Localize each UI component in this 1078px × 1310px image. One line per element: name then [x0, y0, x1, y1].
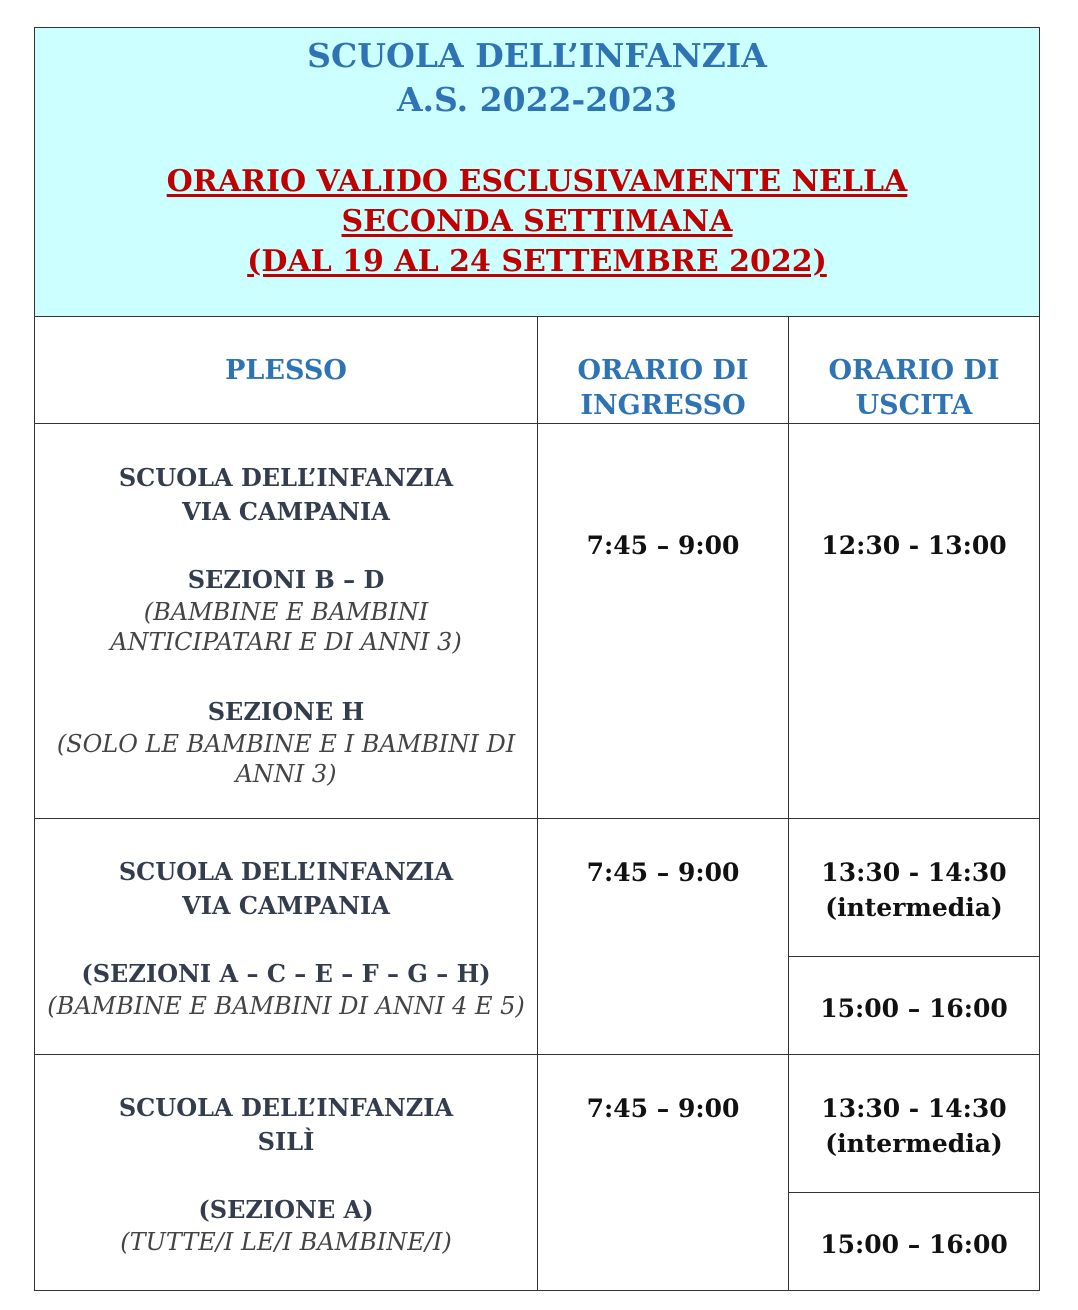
ingresso-label-1: ORARIO DI	[577, 355, 749, 386]
school-location: VIA CAMPANIA	[182, 891, 390, 920]
school-year: A.S. 2022-2023	[396, 80, 678, 119]
plesso-cell	[35, 424, 538, 819]
section-note: ANTICIPATARI E DI ANNI 3)	[110, 628, 462, 656]
uscita-time: 12:30 - 13:00	[821, 531, 1007, 560]
plesso-label: PLESSO	[225, 355, 347, 386]
uscita-time: 15:00 – 16:00	[820, 1230, 1008, 1259]
section-title: SEZIONI B – D	[187, 565, 385, 594]
section-note: ANNI 3)	[235, 760, 337, 788]
uscita-time: 13:30 - 14:30	[821, 1094, 1007, 1123]
ingresso-time: 7:45 – 9:00	[586, 858, 740, 887]
school-name: SCUOLA DELL’INFANZIA	[118, 463, 454, 492]
notice-line-2: SECONDA SETTIMANA	[341, 204, 733, 239]
section-note: (TUTTE/I LE/I BAMBINE/I)	[120, 1228, 452, 1256]
column-header-plesso	[35, 317, 538, 424]
school-name: SCUOLA DELL’INFANZIA	[118, 857, 454, 886]
table-row	[35, 819, 1040, 957]
uscita-cell	[789, 819, 1040, 957]
table-row	[35, 424, 1040, 819]
ingresso-time: 7:45 – 9:00	[586, 531, 740, 560]
column-header-row	[35, 317, 1040, 424]
section-title: SEZIONE H	[207, 697, 365, 726]
column-header-uscita	[789, 317, 1040, 424]
uscita-note: (intermedia)	[825, 893, 1003, 922]
section-note: (BAMBINE E BAMBINI	[143, 598, 429, 626]
plesso-cell	[35, 819, 538, 1055]
section-title: (SEZIONE A)	[198, 1195, 374, 1224]
uscita-time: 15:00 – 16:00	[820, 994, 1008, 1023]
uscita-cell	[789, 957, 1040, 1055]
uscita-cell	[789, 424, 1040, 819]
header-cell	[35, 28, 1040, 317]
uscita-label-2: USCITA	[855, 390, 973, 421]
table-row	[35, 1055, 1040, 1193]
section-note: (BAMBINE E BAMBINI DI ANNI 4 E 5)	[47, 992, 525, 1020]
header-row	[35, 28, 1040, 317]
ingresso-time: 7:45 – 9:00	[586, 1094, 740, 1123]
plesso-cell	[35, 1055, 538, 1291]
ingresso-cell	[538, 819, 789, 1055]
schedule-table	[34, 27, 1040, 1291]
ingresso-label-2: INGRESSO	[580, 390, 746, 421]
notice-line-3: (DAL 19 AL 24 SETTEMBRE 2022)	[247, 244, 827, 279]
ingresso-cell	[538, 424, 789, 819]
uscita-cell	[789, 1055, 1040, 1193]
uscita-time: 13:30 - 14:30	[821, 858, 1007, 887]
uscita-note: (intermedia)	[825, 1129, 1003, 1158]
uscita-label-1: ORARIO DI	[828, 355, 1000, 386]
column-header-ingresso	[538, 317, 789, 424]
school-location: SILÌ	[257, 1127, 315, 1156]
section-note: (SOLO LE BAMBINE E I BAMBINI DI	[56, 730, 516, 758]
uscita-cell	[789, 1193, 1040, 1291]
notice-line-1: ORARIO VALIDO ESCLUSIVAMENTE NELLA	[166, 164, 908, 199]
school-location: VIA CAMPANIA	[182, 497, 390, 526]
school-name: SCUOLA DELL’INFANZIA	[118, 1093, 454, 1122]
section-title: (SEZIONI A – C – E – F – G – H)	[81, 959, 491, 988]
ingresso-cell	[538, 1055, 789, 1291]
schedule-document	[34, 27, 1039, 1291]
school-title: SCUOLA DELL’INFANZIA	[307, 36, 767, 75]
